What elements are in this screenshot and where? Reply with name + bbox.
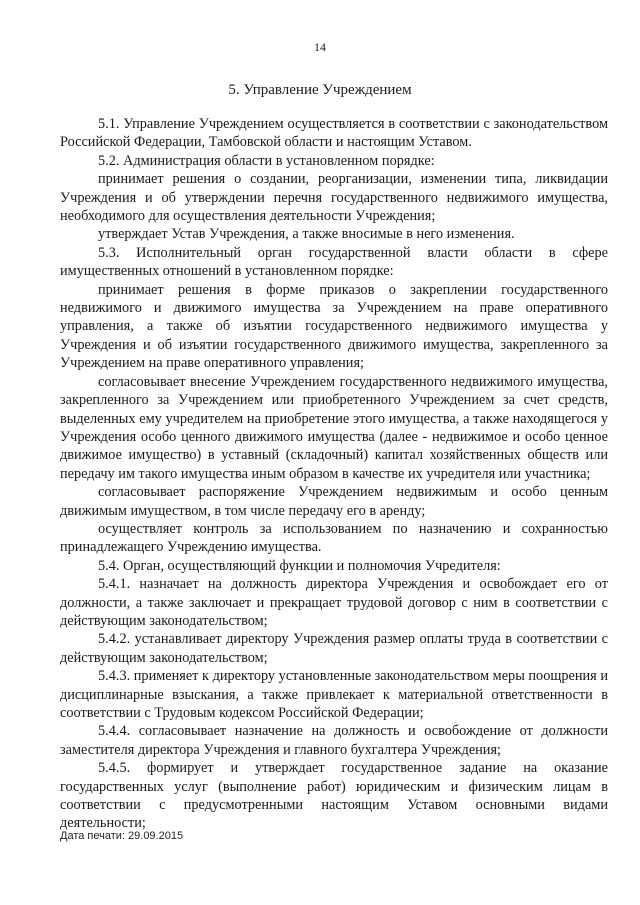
paragraph-5-2-b: утверждает Устав Учреждения, а также вносимые в него изменения.	[98, 226, 515, 243]
document-body	[60, 115, 608, 833]
paragraph-5-4-2: 5.4.2. устанавливает директору Учреждения размер оплаты труда в соответствии с действующим законодательством;	[60, 631, 608, 666]
paragraph-5-3-d: осуществляет контроль за использованием по назначению и сохранностью принадлежащего Учреждению имущества.	[60, 520, 608, 556]
paragraph-5-4: 5.4. Орган, осуществляющий функции и полномочия Учредителя:	[98, 557, 501, 574]
paragraph-5-2-a: принимает решения о создании, реорганизации, изменении типа, ликвидации Учреждения и об утверждении перечня государственного недвижимого имущества, необходимого для осуществления деятельности Учреждения;	[60, 171, 608, 225]
paragraph-5-3-a: принимает решения в форме приказов о закреплении государственного недвижимого и движимого имущества за Учреждением на праве оперативного управления, а также об изъятии государственного недвижимого имущества у Учреждения и об изъятии государственного движимого имущества, закрепленного за Учреждением на праве оперативного управления;	[60, 281, 608, 372]
print-date-footer: Дата печати: 29.09.2015	[60, 830, 184, 842]
paragraph-5-3-c: согласовывает распоряжение Учреждением недвижимым и особо ценным движимым имуществом, в том числе передачу его в аренду;	[60, 484, 608, 519]
section-heading: 5. Управление Учреждением	[228, 82, 412, 98]
paragraph-5-2: 5.2. Администрация области в установленном порядке:	[98, 152, 435, 169]
paragraph-5-4-5: 5.4.5. формирует и утверждает государственное задание на оказание государственных услуг (выполнение работ) юридическим и физическим лицам в соответствии с предусмотренными настоящим Уставом основными видами деятельности;	[60, 760, 608, 832]
paragraph-5-4-3: 5.4.3. применяет к директору установленные законодательством меры поощрения и дисциплинарные взыскания, а также привлекает к материальной ответственности в соответствии с Трудовым кодексом Российской Федерации;	[60, 668, 608, 721]
paragraph-5-3: 5.3. Исполнительный орган государственной власти области в сфере имущественных отношений в установленном порядке:	[60, 244, 608, 280]
paragraph-5-3-b: согласовывает внесение Учреждением государственного недвижимого имущества, закрепленного за Учреждением или приобретенного Учреждением за счет средств, выделенных ему учредителем на приобретение этого имущества, а также находящегося у Учреждения особо ценного движимого имущества (далее - недвижимое и особо ценное движимое имущество) в уставный (складочный) капитал хозяйственных обществ или передачу им такого имущества иным образом в качестве их учредителя или участника;	[60, 373, 608, 482]
paragraph-5-4-1: 5.4.1. назначает на должность директора Учреждения и освобождает его от должности, а также заключает и прекращает трудовой договор с ним в соответствии с действующим законодательством;	[60, 576, 608, 629]
paragraph-5-4-4: 5.4.4. согласовывает назначение на должность и освобождение от должности заместителя директора Учреждения и главного бухгалтера Учреждения;	[60, 723, 608, 758]
page-number: 14	[314, 40, 326, 54]
paragraph-5-1: 5.1. Управление Учреждением осуществляется в соответствии с законодательством Российской Федерации, Тамбовской области и настоящим Уставом.	[60, 116, 608, 151]
